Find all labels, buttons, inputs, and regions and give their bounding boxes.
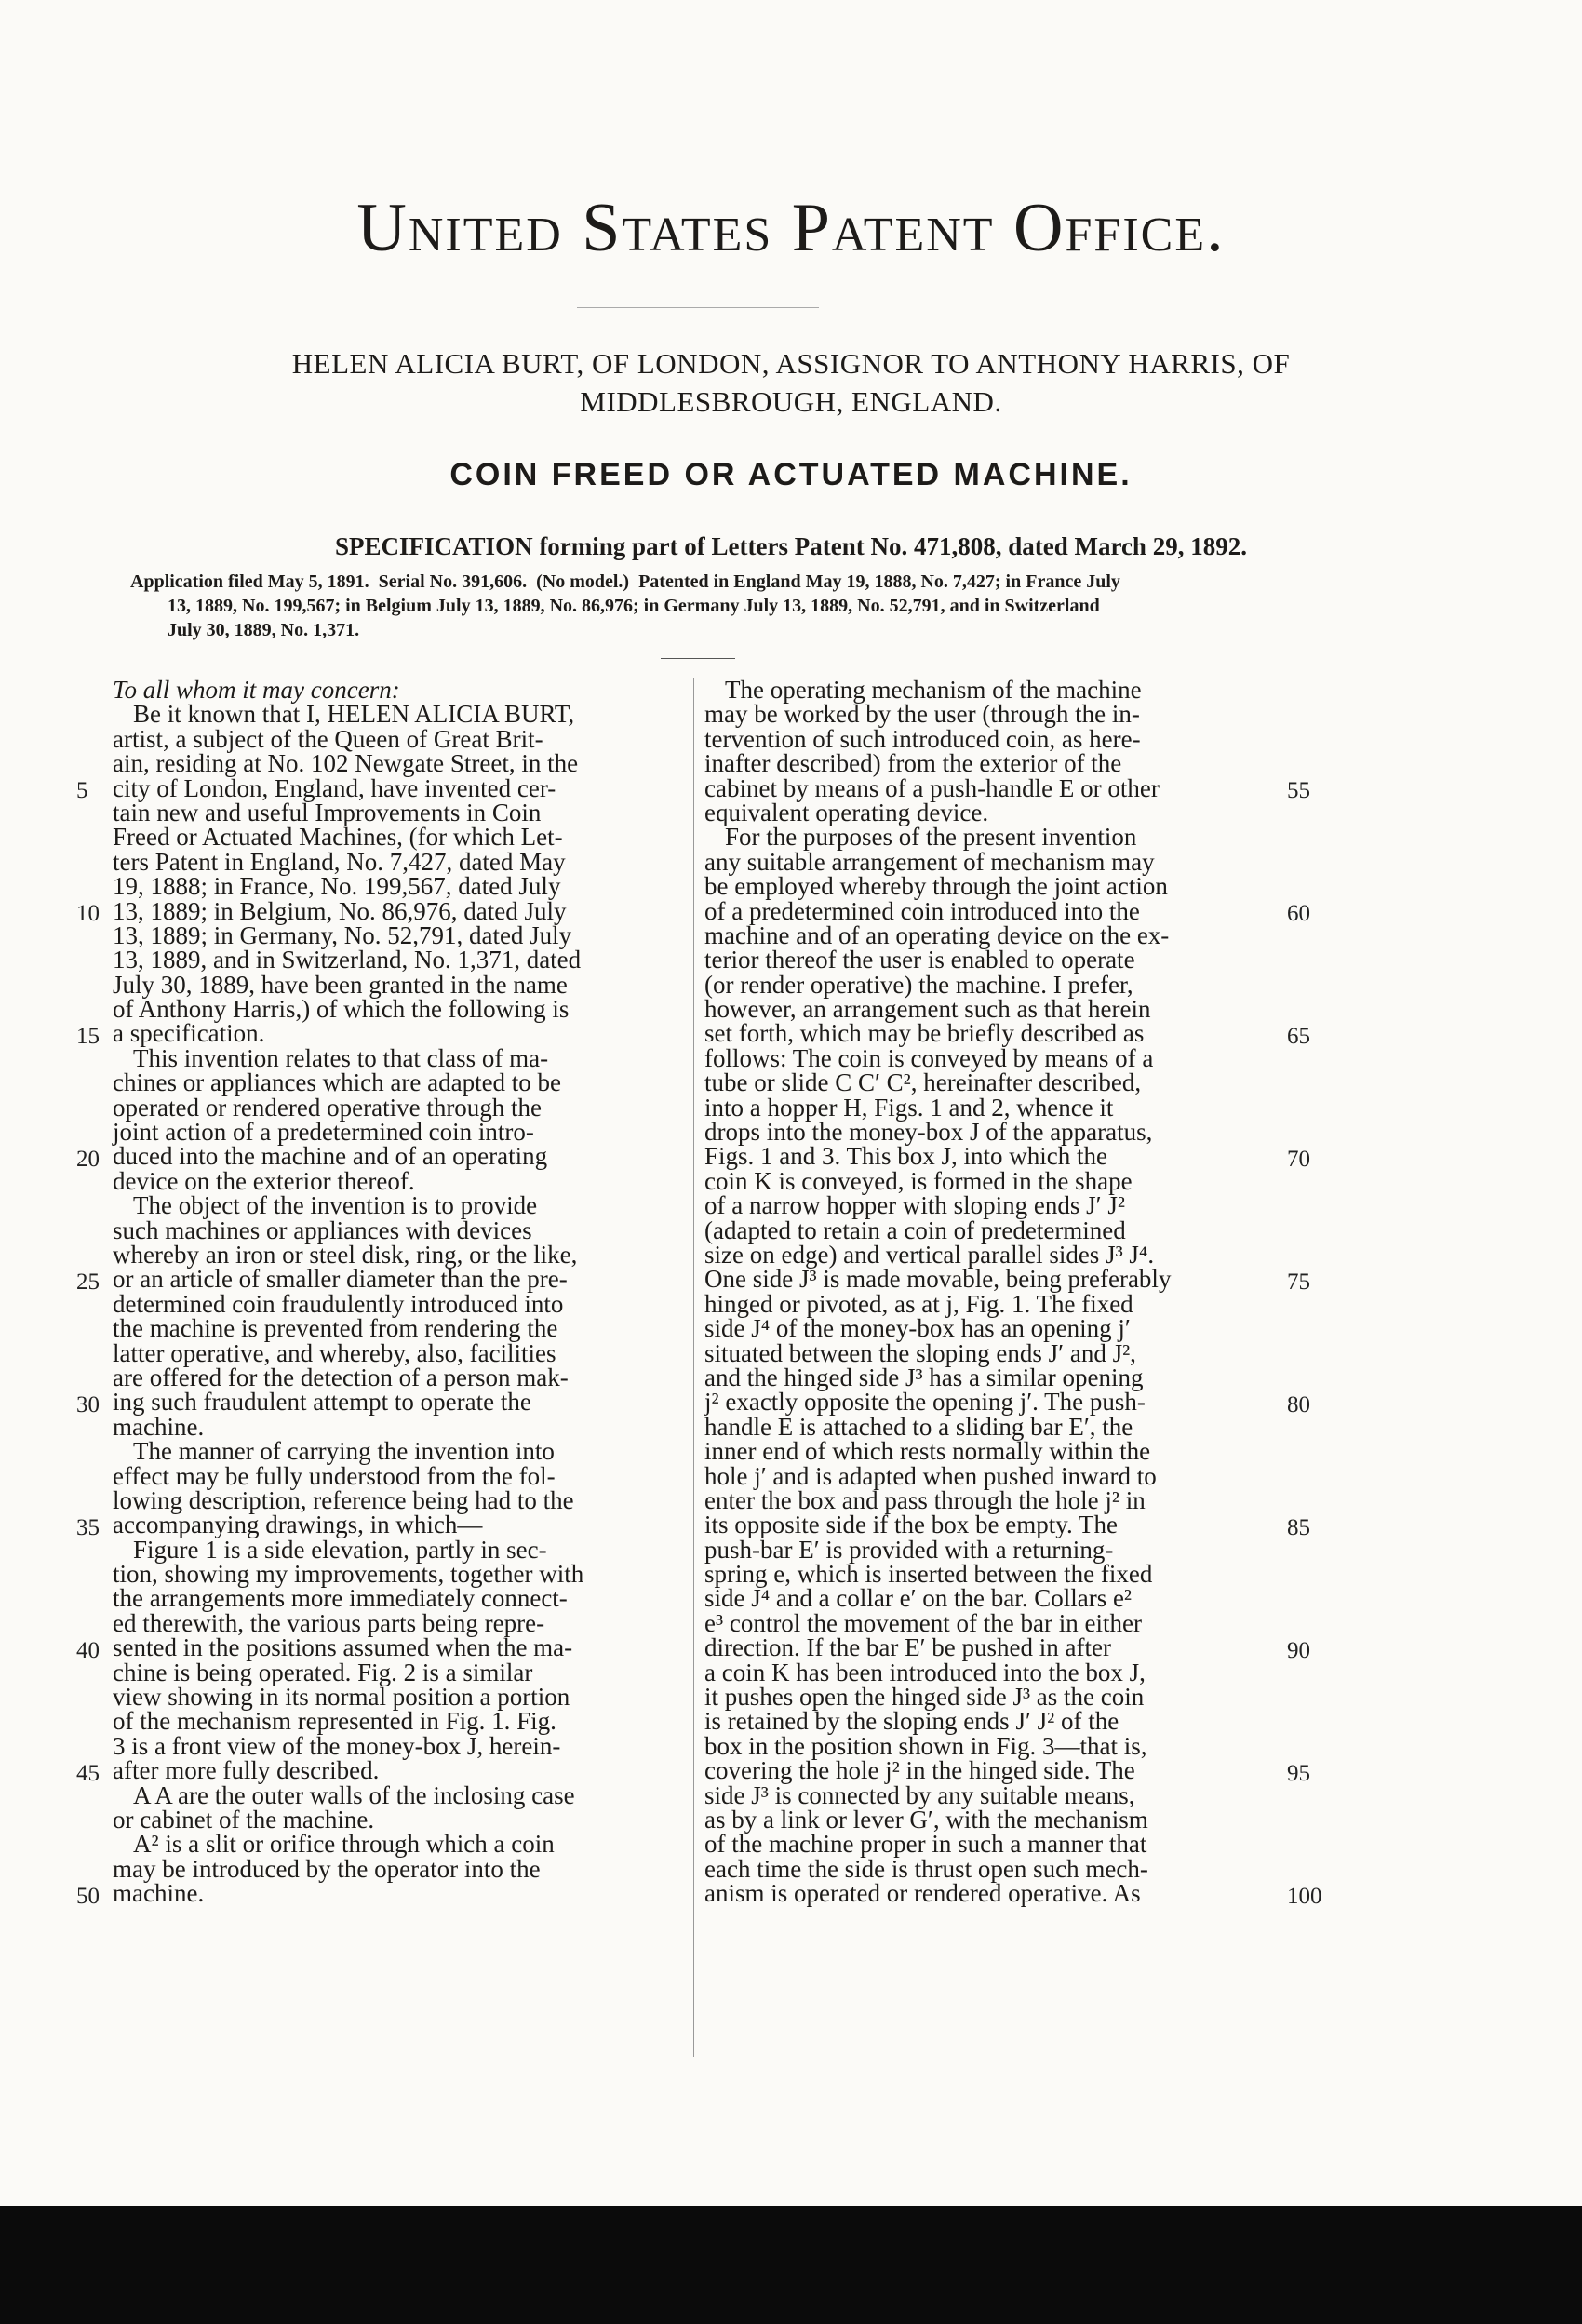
text-line: terior thereof the user is enabled to operate — [704, 946, 1135, 974]
text-line: covering the hole j² in the hinged side. The — [704, 1756, 1135, 1785]
line-number: 35 — [76, 1514, 100, 1540]
right-column — [704, 678, 1274, 1906]
line-number: 45 — [76, 1760, 100, 1786]
text-line: tervention of such introduced coin, as here- — [704, 724, 1141, 753]
text-line: however, an arrangement such as that herein — [704, 995, 1151, 1024]
text-line: are offered for the detection of a person mak- — [113, 1363, 569, 1391]
text-line: such machines or appliances with devices — [113, 1216, 532, 1244]
text-line: set forth, which may be briefly described as — [704, 1019, 1145, 1048]
application-line: July 30, 1889, No. 1,371. — [168, 620, 360, 640]
text-line: hole j′ and is adapted when pushed inward to — [704, 1461, 1157, 1490]
text-line: cabinet by means of a push-handle E or other — [704, 773, 1160, 802]
text-line: ain, residing at No. 102 Newgate Street, in the — [113, 749, 579, 778]
line-number: 60 — [1287, 900, 1310, 926]
text-line: anism is operated or rendered operative. As — [704, 1879, 1141, 1908]
header-rule — [577, 307, 819, 308]
text-line: sented in the positions assumed when the ma- — [113, 1633, 573, 1662]
line-number: 50 — [76, 1883, 100, 1909]
text-line: into a hopper H, Figs. 1 and 2, whence it — [704, 1093, 1114, 1122]
text-line: machine. — [113, 1412, 205, 1441]
line-number: 90 — [1287, 1637, 1310, 1663]
text-line: device on the exterior thereof. — [113, 1166, 415, 1195]
text-line: The object of the invention is to provide — [133, 1191, 538, 1220]
text-line: of the machine proper in such a manner that — [704, 1830, 1147, 1859]
text-line: a specification. — [113, 1019, 265, 1048]
text-line: or an article of smaller diameter than the pre- — [113, 1265, 568, 1294]
line-number: 85 — [1287, 1514, 1310, 1540]
text-line: 13, 1889; in Belgium, No. 86,976, dated July — [113, 896, 567, 925]
text-line: 13, 1889, and in Switzerland, No. 1,371, dated — [113, 946, 582, 974]
text-line: of a predetermined coin introduced into the — [704, 896, 1140, 925]
text-line: as by a link or lever G′, with the mechanism — [704, 1805, 1148, 1834]
line-number: 75 — [1287, 1269, 1310, 1295]
text-line: determined coin fraudulently introduced into — [113, 1289, 564, 1318]
inventor-line: MIDDLESBROUGH, ENGLAND. — [580, 385, 1002, 418]
line-number: 25 — [76, 1269, 100, 1295]
office-heading: United States Patent Office. — [356, 190, 1226, 266]
text-line: city of London, England, have invented cer- — [113, 773, 556, 802]
line-number: 15 — [76, 1023, 100, 1049]
specification-line: SPECIFICATION forming part of Letters Patent No. 471,808, dated March 29, 1892. — [335, 532, 1247, 560]
text-line: To all whom it may concern: — [113, 676, 400, 704]
text-line: and the hinged side J³ has a similar opening — [704, 1363, 1144, 1391]
text-line: box in the position shown in Fig. 3—that is, — [704, 1731, 1147, 1760]
text-line: tube or slide C C′ C², hereinafter described, — [704, 1068, 1142, 1097]
line-number: 100 — [1287, 1883, 1322, 1909]
text-line: A² is a slit or orifice through which a coin — [133, 1830, 555, 1859]
text-line: be employed whereby through the joint action — [704, 872, 1168, 901]
text-line: For the purposes of the present invention — [725, 823, 1137, 852]
text-line: operated or rendered operative through the — [113, 1093, 543, 1122]
application-line: 13, 1889, No. 199,567; in Belgium July 13, 1889, No. 86,976; in Germany July 13, 1889, No. 52,791, and in Switzerland — [168, 596, 1100, 616]
text-line: A A are the outer walls of the inclosing case — [133, 1780, 575, 1809]
text-line: handle E is attached to a sliding bar E′, the — [704, 1412, 1133, 1441]
text-line: joint action of a predetermined coin intro- — [113, 1118, 534, 1147]
text-line: 19, 1888; in France, No. 199,567, dated July — [113, 872, 561, 901]
line-number: 80 — [1287, 1391, 1310, 1417]
text-line: spring e, which is inserted between the fixed — [704, 1560, 1153, 1589]
text-line: whereby an iron or steel disk, ring, or the like, — [113, 1240, 578, 1269]
text-line: size on edge) and vertical parallel sides J³ J⁴. — [704, 1240, 1155, 1269]
line-number: 5 — [76, 777, 88, 803]
text-line: Freed or Actuated Machines, (for which Let- — [113, 823, 563, 852]
text-line: July 30, 1889, have been granted in the name — [113, 970, 568, 999]
text-line: ing such fraudulent attempt to operate the — [113, 1388, 531, 1417]
text-line: duced into the machine and of an operating — [113, 1142, 548, 1171]
text-line: ed therewith, the various parts being repre- — [113, 1608, 545, 1637]
text-line: it pushes open the hinged side J³ as the coin — [704, 1683, 1145, 1712]
text-line: follows: The coin is conveyed by means of a — [704, 1043, 1154, 1072]
text-line: chine is being operated. Fig. 2 is a similar — [113, 1658, 533, 1686]
left-column — [113, 678, 682, 1906]
line-number: 30 — [76, 1391, 100, 1417]
text-line: j² exactly opposite the opening j′. The push- — [704, 1388, 1146, 1417]
text-line: of a narrow hopper with sloping ends J′ J² — [704, 1191, 1125, 1220]
text-line: The manner of carrying the invention into — [133, 1437, 555, 1466]
text-line: (adapted to retain a coin of predetermined — [704, 1216, 1126, 1244]
text-line: of Anthony Harris,) of which the following is — [113, 995, 570, 1024]
text-line: any suitable arrangement of mechanism may — [704, 847, 1155, 876]
application-block — [130, 570, 1266, 642]
app-rule — [661, 658, 735, 659]
line-number: 95 — [1287, 1760, 1310, 1786]
inventor-block — [0, 344, 1582, 421]
text-line: inner end of which rests normally within the — [704, 1437, 1151, 1466]
line-number: 70 — [1287, 1146, 1310, 1172]
text-line: may be introduced by the operator into the — [113, 1854, 541, 1883]
text-line: tion, showing my improvements, together with — [113, 1560, 584, 1589]
text-line: chines or appliances which are adapted to be — [113, 1068, 562, 1097]
text-line: effect may be fully understood from the fol- — [113, 1461, 556, 1490]
text-line: enter the box and pass through the hole j² in — [704, 1485, 1146, 1514]
text-line: One side J³ is made movable, being preferably — [704, 1265, 1172, 1294]
text-line: a coin K has been introduced into the box J, — [704, 1658, 1146, 1686]
text-line: push-bar E′ is provided with a returning- — [704, 1535, 1114, 1564]
text-line: side J⁴ of the money-box has an opening j′ — [704, 1314, 1131, 1343]
line-number: 10 — [76, 900, 100, 926]
text-line: accompanying drawings, in which— — [113, 1511, 483, 1539]
column-divider — [693, 678, 694, 2057]
text-line: side J³ is connected by any suitable means, — [704, 1780, 1135, 1809]
application-line: Application filed May 5, 1891. Serial No. 391,606. (No model.) Patented in England May 19, 1888, No. 7,427; in France July — [130, 571, 1120, 592]
text-line: side J⁴ and a collar e′ on the bar. Collars e² — [704, 1584, 1133, 1613]
text-line: the machine is prevented from rendering the — [113, 1314, 558, 1343]
text-line: may be worked by the user (through the in- — [704, 700, 1140, 729]
text-line: drops into the money-box J of the apparatus, — [704, 1118, 1153, 1147]
text-line: latter operative, and whereby, also, facilities — [113, 1338, 556, 1367]
text-line: inafter described) from the exterior of the — [704, 749, 1122, 778]
text-line: e³ control the movement of the bar in either — [704, 1608, 1142, 1637]
text-line: Figs. 1 and 3. This box J, into which the — [704, 1142, 1108, 1171]
text-line: Figure 1 is a side elevation, partly in sec- — [133, 1535, 547, 1564]
text-line: Be it known that I, HELEN ALICIA BURT, — [133, 700, 575, 729]
text-line: the arrangements more immediately connect- — [113, 1584, 568, 1613]
inventor-line: HELEN ALICIA BURT, OF LONDON, ASSIGNOR TO ANTHONY HARRIS, OF — [291, 347, 1291, 380]
text-line: situated between the sloping ends J′ and J², — [704, 1338, 1136, 1367]
text-line: of the mechanism represented in Fig. 1. Fig. — [113, 1707, 556, 1736]
text-line: The operating mechanism of the machine — [725, 676, 1142, 704]
text-line: machine and of an operating device on the ex- — [704, 920, 1170, 949]
line-number: 40 — [76, 1637, 100, 1663]
text-line: each time the side is thrust open such mech- — [704, 1854, 1148, 1883]
text-line: is retained by the sloping ends J′ J² of the — [704, 1707, 1119, 1736]
text-line: machine. — [113, 1879, 205, 1908]
text-line: ters Patent in England, No. 7,427, dated May — [113, 847, 566, 876]
text-line: or cabinet of the machine. — [113, 1805, 375, 1834]
text-line: (or render operative) the machine. I prefer, — [704, 970, 1133, 999]
line-number: 20 — [76, 1146, 100, 1172]
scan-edge-bar — [0, 2206, 1582, 2324]
invention-title: COIN FREED OR ACTUATED MACHINE. — [449, 457, 1133, 492]
text-line: lowing description, reference being had to the — [113, 1485, 574, 1514]
text-line: 13, 1889; in Germany, No. 52,791, dated July — [113, 920, 572, 949]
line-number: 65 — [1287, 1023, 1310, 1049]
text-line: equivalent operating device. — [704, 798, 989, 826]
text-line: view showing in its normal position a portion — [113, 1683, 570, 1712]
line-number: 55 — [1287, 777, 1310, 803]
text-line: after more fully described. — [113, 1756, 380, 1785]
text-line: coin K is conveyed, is formed in the shape — [704, 1166, 1133, 1195]
text-line: This invention relates to that class of ma- — [133, 1043, 549, 1072]
text-line: hinged or pivoted, as at j, Fig. 1. The fixed — [704, 1289, 1133, 1318]
text-line: 3 is a front view of the money-box J, herein- — [113, 1731, 561, 1760]
text-line: artist, a subject of the Queen of Great Brit- — [113, 724, 543, 753]
text-line: its opposite side if the box be empty. The — [704, 1511, 1118, 1539]
text-line: direction. If the bar E′ be pushed in after — [704, 1633, 1111, 1662]
text-line: tain new and useful Improvements in Coin — [113, 798, 542, 826]
